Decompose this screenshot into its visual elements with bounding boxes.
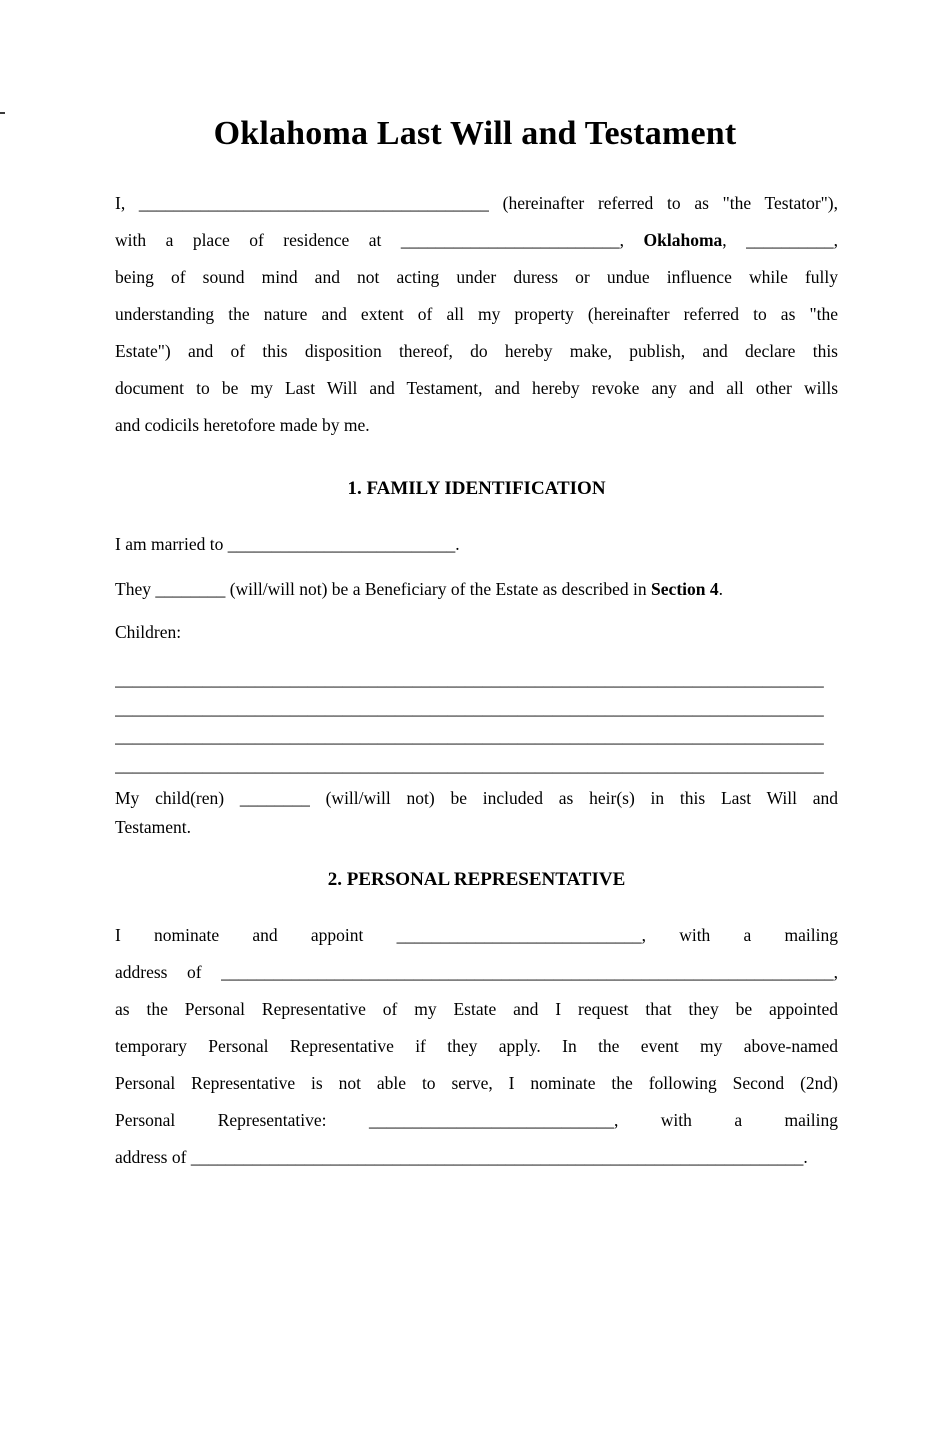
paragraph-line — [115, 954, 838, 991]
beneficiary-text: They — [115, 579, 156, 599]
testator-name-field: ________________________________________ — [138, 193, 489, 213]
married-text: . — [455, 534, 460, 554]
paragraph-line: Testament. — [115, 817, 192, 837]
second-representative-address-field: ______________________________________________________________________ — [190, 1147, 804, 1167]
children-label — [115, 614, 838, 651]
paragraph-line: understanding the nature and extent of all my property (hereinafter referred to as "the — [115, 304, 838, 324]
representative-text: Personal Representative: — [115, 1110, 369, 1130]
document-page — [0, 112, 950, 1455]
children-name-field: _________________________________________________________________________________ — [115, 726, 824, 746]
scan-artifact — [0, 112, 5, 114]
children-name-field: _________________________________________________________________________________ — [115, 754, 824, 775]
document-title: Oklahoma Last Will and Testament — [213, 115, 737, 152]
residence-field: _________________________ — [400, 230, 620, 250]
paragraph-line — [115, 784, 838, 813]
zip-field: __________ — [746, 230, 834, 250]
paragraph-line: and codicils heretofore made by me. — [115, 415, 370, 435]
representative-text: . — [803, 1147, 808, 1167]
representative-text: , with a mailing — [613, 1110, 838, 1130]
will-will-not-field: ________ — [239, 788, 310, 808]
representative-text: address of — [115, 962, 222, 982]
opening-text: , — [619, 230, 644, 250]
representative-text: I nominate and appoint — [115, 925, 397, 945]
representative-text: , with a mailing — [641, 925, 838, 945]
state-name-bold: Oklahoma — [643, 230, 723, 250]
section-4-reference-bold: Section 4 — [651, 579, 719, 599]
opening-text: with a place of residence at — [115, 230, 401, 250]
paragraph-line: as the Personal Representative of my Estate and I request that they be appointed — [115, 999, 838, 1019]
paragraph-line — [115, 185, 838, 222]
opening-text: I, — [115, 193, 139, 213]
document-body — [0, 185, 838, 1176]
paragraph-line — [115, 917, 838, 954]
opening-paragraph — [115, 185, 838, 444]
children-heirs-statement — [115, 784, 838, 842]
spouse-beneficiary-statement — [115, 571, 838, 608]
paragraph-line: Children: — [115, 622, 182, 642]
paragraph-line: temporary Personal Representative if they apply. In the event my above-named — [115, 1036, 838, 1056]
married-text: I am married to — [115, 534, 228, 554]
section-heading-family-identification: 1. FAMILY IDENTIFICATION — [347, 478, 606, 499]
representative-text: , — [833, 962, 838, 982]
spouse-name-field: __________________________ — [227, 534, 456, 554]
paragraph-line: Estate") and of this disposition thereof, do hereby make, publish, and declare this — [115, 341, 838, 361]
representative-address-field: ______________________________________________________________________ — [221, 962, 834, 982]
children-name-field: _________________________________________________________________________________ — [115, 697, 824, 718]
will-will-not-field: ________ — [155, 579, 226, 599]
paragraph-line — [115, 571, 838, 608]
paragraph-line — [115, 222, 838, 259]
beneficiary-text: (will/will not) be a Beneficiary of the Estate as described in — [225, 579, 652, 599]
heirs-text: My child(ren) — [115, 788, 240, 808]
representative-name-field: ____________________________ — [396, 925, 642, 945]
beneficiary-text: . — [718, 579, 723, 599]
children-name-field: _________________________________________________________________________________ — [115, 669, 824, 689]
children-fill-lines — [115, 665, 838, 779]
paragraph-line — [115, 1139, 838, 1176]
paragraph-line: Personal Representative is not able to serve, I nominate the following Second (2nd) — [115, 1073, 838, 1093]
heirs-text: (will/will not) be included as heir(s) in this Last Will and — [309, 788, 838, 808]
paragraph-line: being of sound mind and not acting under duress or undue influence while fully — [115, 267, 838, 287]
opening-text: (hereinafter referred to as "the Testator"), — [488, 193, 839, 213]
personal-representative-paragraph — [115, 917, 838, 1176]
opening-text: , — [722, 230, 747, 250]
representative-text: address of — [115, 1147, 191, 1167]
paragraph-line: document to be my Last Will and Testament, and hereby revoke any and all other wills — [115, 378, 838, 398]
paragraph-line — [115, 1102, 838, 1139]
section-heading-personal-representative: 2. PERSONAL REPRESENTATIVE — [327, 869, 626, 890]
opening-text: , — [833, 230, 839, 250]
married-statement — [115, 526, 838, 563]
paragraph-line — [115, 526, 838, 563]
second-representative-name-field: ____________________________ — [368, 1110, 614, 1130]
